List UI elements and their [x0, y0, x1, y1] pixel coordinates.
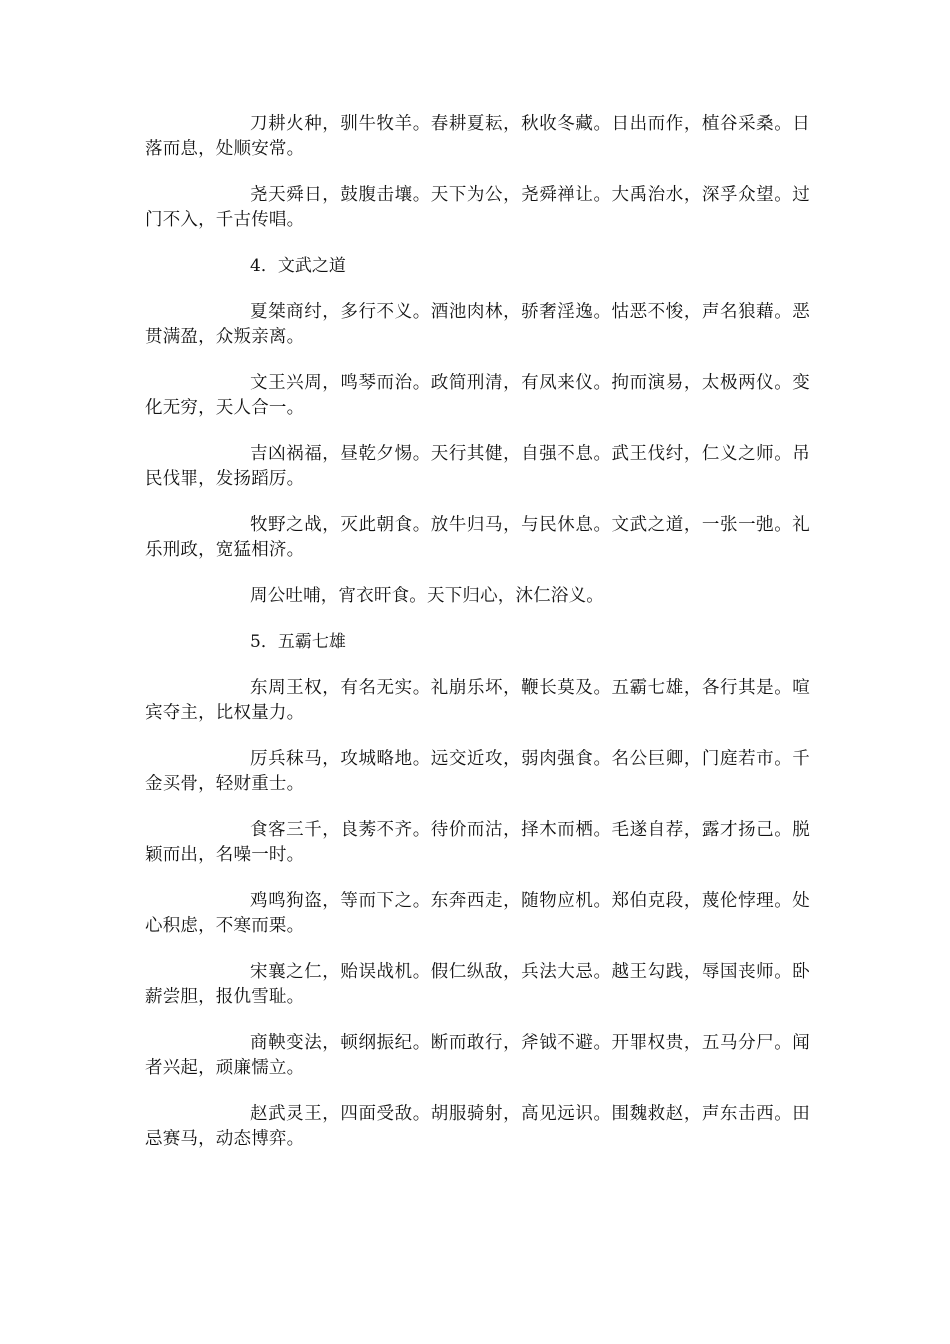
paragraph: 尧天舜日，鼓腹击壤。天下为公，尧舜禅让。大禹治水，深孚众望。过门不入，千古传唱。	[145, 185, 810, 230]
paragraph: 文王兴周，鸣琴而治。政简刑清，有凤来仪。拘而演易，太极两仪。变化无穷，天人合一。	[145, 373, 810, 418]
paragraph: 东周王权，有名无实。礼崩乐坏，鞭长莫及。五霸七雄，各行其是。喧宾夺主，比权量力。	[145, 678, 810, 723]
paragraph: 鸡鸣狗盗，等而下之。东奔西走，随物应机。郑伯克段，蔑伦悖理。处心积虑，不寒而栗。	[145, 891, 810, 936]
paragraph: 吉凶祸福，昼乾夕惕。天行其健，自强不息。武王伐纣，仁义之师。吊民伐罪，发扬蹈厉。	[145, 444, 810, 489]
paragraph: 商鞅变法，顿纲振纪。断而敢行，斧钺不避。开罪权贵，五马分尸。闻者兴起，顽廉懦立。	[145, 1033, 810, 1078]
paragraph: 周公吐哺，宵衣旰食。天下归心，沐仁浴义。	[250, 586, 604, 606]
paragraph: 刀耕火种，驯牛牧羊。春耕夏耘，秋收冬藏。日出而作，植谷采桑。日落而息，处顺安常。	[145, 114, 810, 159]
paragraph: 宋襄之仁，贻误战机。假仁纵敌，兵法大忌。越王勾践，辱国丧师。卧薪尝胆，报仇雪耻。	[145, 962, 810, 1007]
paragraph: 食客三千，良莠不齐。待价而沽，择木而栖。毛遂自荐，露才扬己。脱颖而出，名噪一时。	[145, 820, 810, 865]
document-page	[145, 112, 810, 1173]
section-heading: 5．五霸七雄	[250, 632, 346, 652]
paragraph: 夏桀商纣，多行不义。酒池肉林，骄奢淫逸。怙恶不悛，声名狼藉。恶贯满盈，众叛亲离。	[145, 302, 810, 347]
section-heading: 4．文武之道	[250, 256, 346, 276]
paragraph: 厉兵秣马，攻城略地。远交近攻，弱肉强食。名公巨卿，门庭若市。千金买骨，轻财重士。	[145, 749, 810, 794]
paragraph: 牧野之战，灭此朝食。放牛归马，与民休息。文武之道，一张一弛。礼乐刑政，宽猛相济。	[145, 515, 810, 560]
paragraph: 赵武灵王，四面受敌。胡服骑射，高见远识。围魏救赵，声东击西。田忌赛马，动态博弈。	[145, 1104, 810, 1149]
